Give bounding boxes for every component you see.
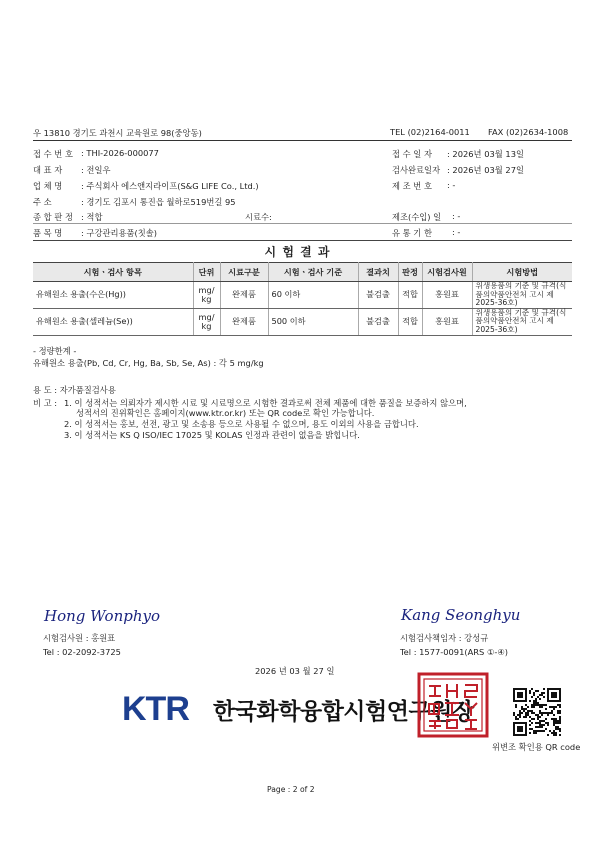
mfg-no-label: 제 조 번 호 (392, 181, 432, 191)
remark-3: 3. 이 성적서는 KS Q ISO/IEC 17025 및 KOLAS 인정과 관련이 없음을 밝힙니다. (64, 430, 360, 440)
col-header-standard: 시험ㆍ검사 기준 (268, 263, 358, 282)
table-row (33, 282, 572, 309)
rep-value: : 전일우 (81, 165, 111, 175)
cell-value: 불검출 (358, 282, 398, 309)
address-value: : 경기도 김포시 통진읍 월하로519번길 95 (81, 197, 236, 207)
product-label: 품 목 명 (33, 228, 63, 238)
cell-standard: 60 이하 (268, 282, 358, 309)
cell-sample: 완제품 (220, 308, 268, 335)
col-header-sample: 시료구분 (220, 263, 268, 282)
col-header-method: 시험방법 (472, 263, 572, 282)
receipt-date-label: 접 수 일 자 (392, 149, 432, 159)
address-label: 주 소 (33, 197, 52, 207)
tester-role: 시험검사원 : 홍원표 (43, 633, 116, 643)
remark-2: 2. 이 성적서는 홍보, 선전, 광고 및 소송용 등으로 사용될 수 없으며, 용도 이외의 사용을 금합니다. (64, 419, 419, 429)
cell-tester: 홍원표 (422, 308, 472, 335)
cell-standard: 500 이하 (268, 308, 358, 335)
mfg-no: : - (447, 180, 456, 190)
cell-unit: mg/ kg (193, 308, 220, 335)
col-header-judge: 판정 (398, 263, 422, 282)
page-number: Page : 2 of 2 (267, 785, 315, 794)
cell-sample: 완제품 (220, 282, 268, 309)
tester-tel: Tel : 02-2092-3725 (43, 647, 121, 657)
cell-value: 불검출 (358, 308, 398, 335)
company-label: 업 체 명 (33, 181, 63, 191)
test-date: : 2026년 03월 27일 (447, 165, 524, 175)
lab-fax: FAX (02)2634-1008 (488, 127, 569, 137)
signature-right: Kang Seonghyu (401, 606, 521, 624)
col-header-value: 결과치 (358, 263, 398, 282)
judgement-value: : 적합 (81, 212, 103, 222)
purpose-text: 용 도 : 자가품질검사용 (33, 385, 116, 395)
test-date-label: 검사완료일자 (392, 165, 441, 175)
sample-qty-label: 시료수: (245, 212, 272, 222)
results-header-row (33, 263, 572, 282)
receipt-no-label: 접 수 번 호 (33, 149, 73, 159)
cell-item: 유해원소 용출(셀레늄(Se)) (33, 308, 193, 335)
table-row (33, 308, 572, 335)
signature-left: Hong Wonphyo (44, 607, 161, 625)
results-rule (33, 240, 572, 241)
col-header-item: 시험ㆍ검사 항목 (33, 263, 193, 282)
qr-caption: 위변조 확인용 QR code (492, 742, 581, 752)
col-header-tester: 시험검사원 (422, 263, 472, 282)
company-value: : 주식회사 에스앤지라이프(S&G LIFE Co., Ltd.) (81, 181, 259, 191)
limit-title: - 정량한계 - (33, 346, 77, 356)
cell-judge: 적합 (398, 282, 422, 309)
issue-date: 2026 년 03 월 27 일 (255, 666, 335, 676)
cell-unit: mg/ kg (193, 282, 220, 309)
lab-address: 우 13810 경기도 과천시 교육원로 98(중앙동) (33, 128, 202, 138)
mfg-date: : - (452, 211, 461, 221)
remark-1a: 1. 이 성적서는 의뢰자가 제시한 시료 및 시료명으로 시험한 결과로써 전체 제품에 대한 품질을 보증하지 않으며, (64, 398, 467, 408)
manager-role: 시험검사책임자 : 강성규 (400, 633, 489, 643)
cell-tester: 홍원표 (422, 282, 472, 309)
col-header-unit: 단위 (193, 263, 220, 282)
qr-code-icon (513, 688, 561, 736)
limit-text: 유해원소 용출(Pb, Cd, Cr, Hg, Ba, Sb, Se, As) : 각 5 mg/kg (33, 358, 264, 368)
lab-tel: TEL (02)2164-0011 (390, 127, 470, 137)
header-rule (33, 140, 572, 141)
receipt-date: : 2026년 03월 13일 (447, 149, 524, 159)
results-title: 시 험 결 과 (264, 245, 331, 259)
info-rule (33, 223, 572, 224)
cell-item: 유해원소 용출(수은(Hg)) (33, 282, 193, 309)
manager-tel: Tel : 1577-0091(ARS ①-④) (400, 647, 509, 657)
judgement-label: 종 합 판 정 (33, 212, 73, 222)
remark-label: 비 고 : (33, 398, 58, 408)
cell-judge: 적합 (398, 308, 422, 335)
expiry-value: : - (452, 227, 461, 237)
mfg-date-label: 제조(수입) 일 (392, 212, 442, 222)
remark-1b: 성적서의 진위확인은 홈페이지(www.ktr.or.kr) 또는 QR code로 확인 가능합니다. (76, 408, 375, 418)
official-seal-icon (417, 672, 489, 738)
rep-label: 대 표 자 (33, 165, 63, 175)
results-table (33, 262, 572, 336)
expiry-label: 유 통 기 한 (392, 228, 432, 238)
cell-method: 위생용품의 기준 및 규격(식품의약품안전처 고시 제2025-36호) (472, 308, 572, 335)
product-value: : 구강관리용품(칫솔) (81, 228, 158, 238)
institute-name: 한국화학융합시험연구원장 (213, 699, 474, 725)
cell-method: 위생용품의 기준 및 규격(식품의약품안전처 고시 제2025-36호) (472, 282, 572, 309)
ktr-logo: KTR (122, 690, 189, 728)
receipt-no: : THI-2026-000077 (81, 148, 159, 158)
